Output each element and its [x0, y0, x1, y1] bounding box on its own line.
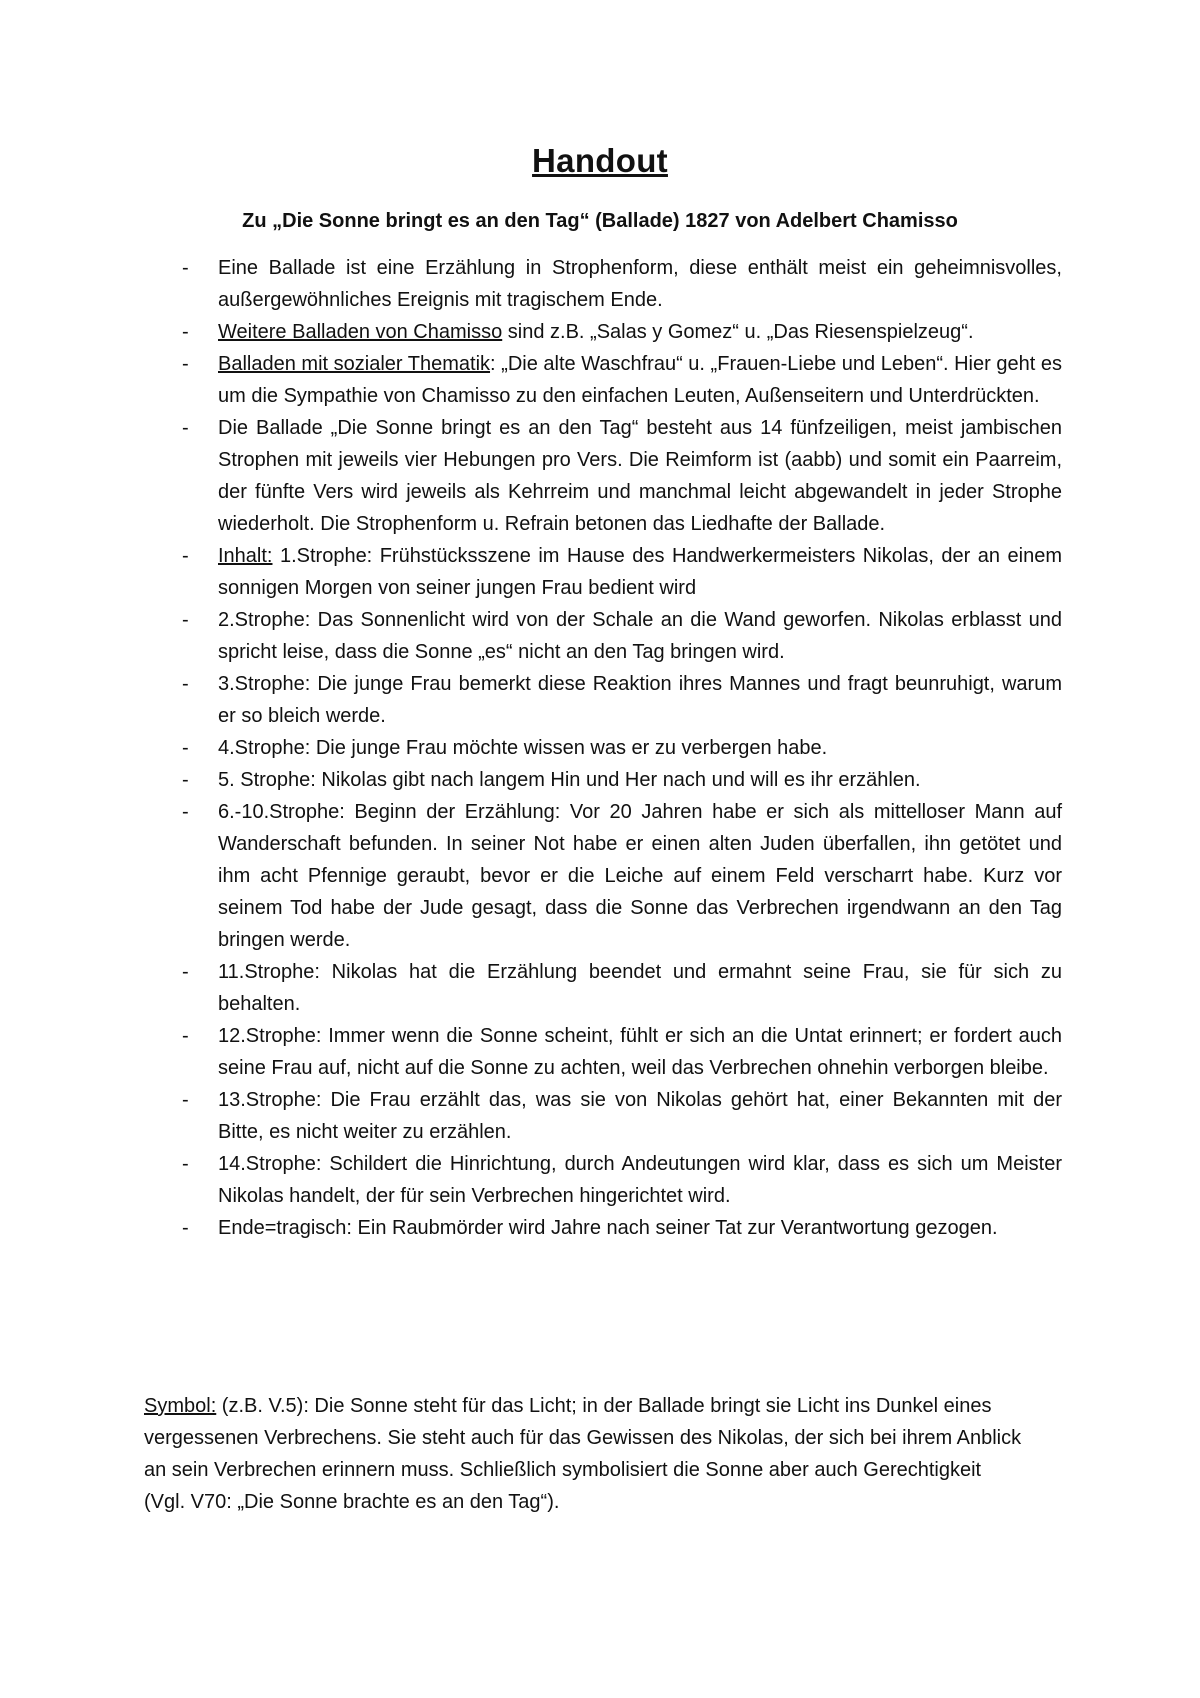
- list-item: [182, 796, 1062, 956]
- list-item: [182, 412, 1062, 540]
- list-item-label: Balladen mit sozialer Thematik: [218, 353, 491, 375]
- list-item-text: 12.Strophe: Immer wenn die Sonne scheint, fühlt er sich an die Untat erinnert; er fordert auch seine Frau auf, nicht auf die Sonne zu achten, weil das Verbrechen ohnehin verborgen bleibe.: [218, 1025, 1062, 1079]
- bullet-dash: -: [182, 1089, 189, 1111]
- bullet-dash: -: [182, 257, 189, 279]
- list-item-text: 1.Strophe: Frühstücksszene im Hause des Handwerkermeisters Nikolas, der an einem sonnigen Morgen von seiner jungen Frau bedient wird: [218, 545, 1062, 599]
- list-item-text: Ende=tragisch: Ein Raubmörder wird Jahre nach seiner Tat zur Verantwortung gezogen.: [218, 1217, 998, 1239]
- bullet-dash: -: [182, 1217, 189, 1239]
- list-item-text: sind z.B. „Salas y Gomez“ u. „Das Riesenspielzeug“.: [502, 321, 974, 343]
- list-item: [182, 1212, 1062, 1244]
- list-item: [182, 316, 1062, 348]
- list-item-text: 14.Strophe: Schildert die Hinrichtung, durch Andeutungen wird klar, dass es sich um Meister Nikolas handelt, der für sein Verbrechen hingerichtet wird.: [218, 1153, 1062, 1207]
- list-item-text: 5. Strophe: Nikolas gibt nach langem Hin und Her nach und will es ihr erzählen.: [218, 769, 921, 791]
- list-item: [182, 348, 1062, 412]
- list-item: [182, 1084, 1062, 1148]
- list-item-text: 13.Strophe: Die Frau erzählt das, was sie von Nikolas gehört hat, einer Bekannten mit der Bitte, es nicht weiter zu erzählen.: [218, 1089, 1062, 1143]
- list-item-label: Weitere Balladen von Chamisso: [218, 321, 503, 343]
- bullet-dash: -: [182, 353, 189, 375]
- list-item: [182, 732, 1062, 764]
- list-item: [182, 1020, 1062, 1084]
- list-item-text: Die Ballade „Die Sonne bringt es an den Tag“ besteht aus 14 fünfzeiligen, meist jambischen Strophen mit jeweils vier Hebungen pro Vers. Die Reimform ist (aabb) und somit ein Paarreim, der fünfte Vers wird jeweils als Kehrreim und manchmal leicht abgewandelt in jeder Strophe wiederholt. Die Strophenform u. Refrain betonen das Liedhafte der Ballade.: [218, 417, 1062, 535]
- bullet-dash: -: [182, 1153, 189, 1175]
- bullet-dash: -: [182, 673, 189, 695]
- list-item-label: Inhalt:: [218, 545, 273, 567]
- page-title: Handout: [532, 142, 668, 179]
- bullet-dash: -: [182, 545, 189, 567]
- list-item: [182, 1148, 1062, 1212]
- list-item: [182, 956, 1062, 1020]
- list-item: [182, 764, 1062, 796]
- bullet-dash: -: [182, 801, 189, 823]
- list-item-text: Eine Ballade ist eine Erzählung in Strophenform, diese enthält meist ein geheimnisvolles, außergewöhnliches Ereignis mit tragischem Ende.: [218, 257, 1062, 311]
- list-item-text: 2.Strophe: Das Sonnenlicht wird von der Schale an die Wand geworfen. Nikolas erblasst und spricht leise, dass die Sonne „es“ nicht an den Tag bringen wird.: [218, 609, 1062, 663]
- list-item-text: 11.Strophe: Nikolas hat die Erzählung beendet und ermahnt seine Frau, sie für sich zu behalten.: [218, 961, 1062, 1015]
- list-item-text: : „Die alte Waschfrau“ u. „Frauen-Liebe und Leben“. Hier geht es um die Sympathie von Chamisso zu den einfachen Leuten, Außenseitern und Unterdrückten.: [218, 353, 1062, 407]
- bullet-dash: -: [182, 1025, 189, 1047]
- list-item: [182, 252, 1062, 316]
- page-subtitle: Zu „Die Sonne bringt es an den Tag“ (Ballade) 1827 von Adelbert Chamisso: [242, 210, 958, 232]
- bullet-dash: -: [182, 417, 189, 439]
- list-item-text: 3.Strophe: Die junge Frau bemerkt diese Reaktion ihres Mannes und fragt beunruhigt, warum er so bleich werde.: [218, 673, 1062, 727]
- symbol-label: Symbol:: [144, 1395, 217, 1417]
- list-item: [182, 604, 1062, 668]
- list-item: [182, 540, 1062, 604]
- bullet-dash: -: [182, 321, 189, 343]
- bullet-dash: -: [182, 737, 189, 759]
- list-item: [182, 668, 1062, 732]
- list-item-text: 6.-10.Strophe: Beginn der Erzählung: Vor 20 Jahren habe er sich als mittelloser Mann auf Wanderschaft befunden. In seiner Not habe er einen alten Juden überfallen, ihn getötet und ihm acht Pfennige geraubt, bevor er die Leiche auf einem Feld verscharrt habe. Kurz vor seinem Tod habe der Jude gesagt, dass die Sonne das Verbrechen irgendwann an den Tag bringen werde.: [218, 801, 1062, 951]
- symbol-paragraph: [144, 1390, 1024, 1518]
- bullet-dash: -: [182, 769, 189, 791]
- list-item-text: 4.Strophe: Die junge Frau möchte wissen was er zu verbergen habe.: [218, 737, 828, 759]
- bullet-dash: -: [182, 961, 189, 983]
- symbol-text: (z.B. V.5): Die Sonne steht für das Licht; in der Ballade bringt sie Licht ins Dunkel eines vergessenen Verbrechens. Sie steht auch für das Gewissen des Nikolas, der sich bei ihrem Anblick an sein Verbrechen erinnern muss. Schließlich symbolisiert die Sonne aber auch Gerechtigkeit (Vgl. V70: „Die Sonne brachte es an den Tag“).: [144, 1395, 1022, 1513]
- content-list: [182, 252, 1062, 1244]
- bullet-dash: -: [182, 609, 189, 631]
